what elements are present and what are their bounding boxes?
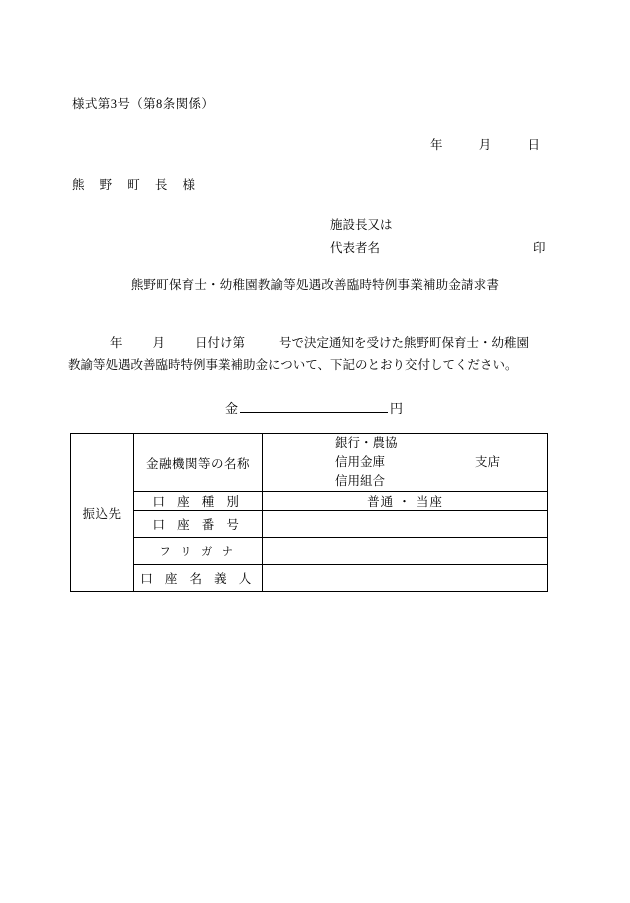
account-number-value[interactable] [263, 511, 548, 538]
seal-mark: 印 [533, 241, 546, 255]
account-kana-label: フ リ ガ ナ [134, 538, 263, 565]
body-number-suffix: 号で決定通知を受けた熊野町保育士・幼稚園 [279, 336, 530, 350]
bank-name-value [263, 434, 548, 492]
form-number: 様式第3号（第8条関係） [72, 97, 215, 111]
bank-row-header: 振込先 [71, 434, 134, 592]
body-paragraph [68, 332, 560, 376]
branch-label: 支店 [475, 455, 501, 469]
addressee: 熊 野 町 長 様 [72, 178, 202, 192]
bank-type-line-1 [263, 434, 547, 453]
amount-suffix: 円 [390, 401, 404, 416]
bank-details-table [70, 433, 548, 592]
body-year: 年 [110, 336, 123, 350]
amount-prefix: 金 [225, 401, 239, 416]
table-row [71, 434, 548, 492]
date-day: 日 [527, 138, 541, 152]
bank-type-shinyoukumiai: 信用組合 [335, 474, 386, 488]
account-holder-label: 口 座 名 義 人 [134, 565, 263, 592]
amount-line [225, 398, 403, 417]
body-day-suffix: 日付け第 [195, 336, 246, 350]
table-row [71, 565, 548, 592]
bank-name-label: 金融機関等の名称 [134, 434, 263, 492]
bank-type-line-3 [263, 472, 547, 491]
date-year: 年 [430, 138, 443, 152]
applicant-role-label: 施設長又は [330, 218, 393, 232]
table-row [71, 538, 548, 565]
date-line [430, 135, 540, 153]
account-kana-value[interactable] [263, 538, 548, 565]
account-type-label: 口 座 種 別 [134, 492, 263, 511]
applicant-name-label: 代表者名 [330, 241, 381, 255]
bank-type-line-2 [263, 453, 547, 472]
account-type-value: 普通 ・ 当座 [263, 492, 548, 511]
amount-blank-rule [240, 399, 388, 413]
account-number-label: 口 座 番 号 [134, 511, 263, 538]
date-month: 月 [478, 138, 492, 152]
table-row [71, 492, 548, 511]
body-line-2: 教諭等処遇改善臨時特例事業補助金について、下記のとおり交付してください。 [68, 358, 518, 372]
account-holder-value[interactable] [263, 565, 548, 592]
body-month: 月 [152, 336, 166, 350]
table-row [71, 511, 548, 538]
bank-type-shinyoukinko: 信用金庫 [335, 455, 386, 469]
page-title: 熊野町保育士・幼稚園教諭等処遇改善臨時特例事業補助金請求書 [130, 278, 500, 292]
bank-type-bank-noukyou: 銀行・農協 [335, 436, 398, 450]
